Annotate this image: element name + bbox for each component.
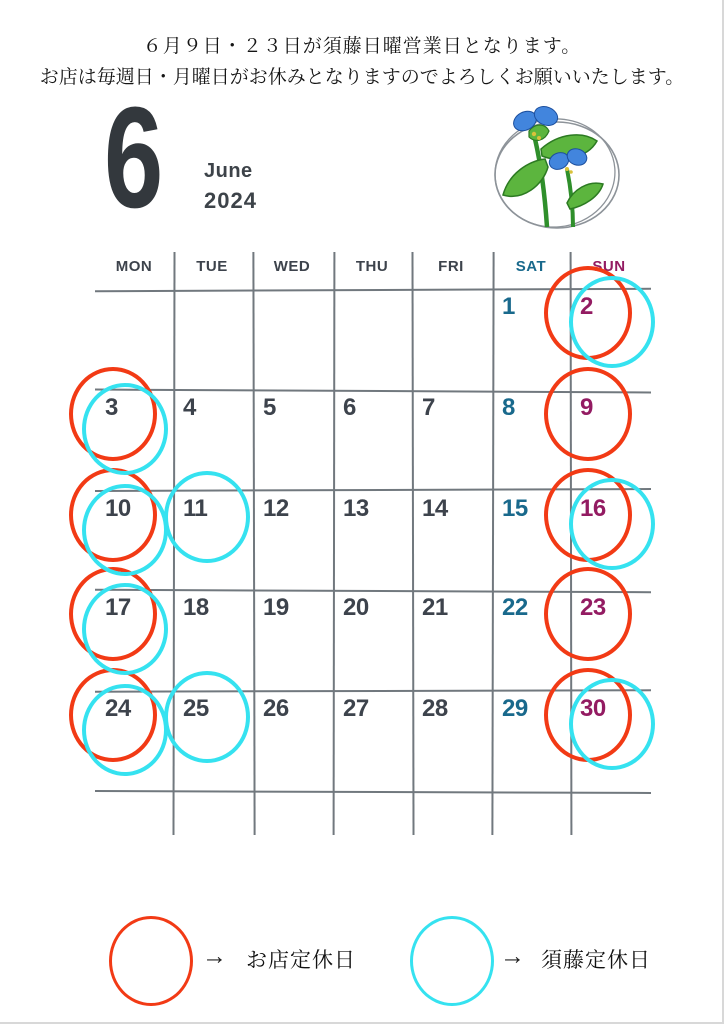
calendar-day-12: 12	[263, 495, 289, 522]
calendar-day-9: 9	[580, 394, 593, 421]
calendar-day-6: 6	[343, 394, 356, 421]
calendar-day-25: 25	[183, 695, 209, 722]
calendar-day-26: 26	[263, 695, 289, 722]
calendar-day-27: 27	[343, 695, 369, 722]
calendar-day-1: 1	[502, 293, 515, 320]
calendar-day-29: 29	[502, 695, 528, 722]
grid-horizontal-line	[95, 790, 651, 794]
calendar-day-17: 17	[105, 594, 131, 621]
month-number: 6	[104, 77, 164, 238]
weekday-header-fri: FRI	[438, 258, 464, 275]
sudo-holiday-circle-10	[82, 484, 168, 576]
sudo-holiday-circle-25	[164, 671, 250, 763]
legend-arrow-shop: →	[202, 943, 227, 970]
shop-holiday-legend-circle	[109, 916, 193, 1006]
weekday-header-wed: WED	[273, 258, 311, 275]
grid-vertical-line	[252, 252, 255, 835]
calendar-day-2: 2	[580, 293, 593, 320]
calendar-day-7: 7	[422, 394, 435, 421]
grid-vertical-line	[333, 252, 336, 835]
calendar-day-11: 11	[183, 495, 208, 522]
shop-holiday-circle-9	[544, 367, 632, 461]
month-year: 2024	[204, 188, 257, 213]
sudo-holiday-circle-24	[82, 684, 168, 776]
calendar-day-20: 20	[343, 594, 369, 621]
sudo-holiday-circle-2	[569, 276, 655, 368]
calendar-day-18: 18	[183, 594, 209, 621]
grid-vertical-line	[491, 252, 494, 835]
sudo-holiday-circle-3	[82, 383, 168, 475]
calendar-day-10: 10	[105, 495, 131, 522]
calendar-day-19: 19	[263, 594, 289, 621]
weekday-header-tue: TUE	[196, 258, 228, 275]
sudo-holiday-legend-circle	[410, 916, 494, 1006]
calendar-day-4: 4	[183, 394, 196, 421]
calendar-day-21: 21	[422, 594, 448, 621]
calendar-day-14: 14	[422, 495, 448, 522]
calendar-day-30: 30	[580, 695, 606, 722]
calendar-day-8: 8	[502, 394, 515, 421]
calendar-day-22: 22	[502, 594, 528, 621]
calendar-grid	[85, 250, 670, 845]
dayflower-logo-icon	[487, 105, 623, 233]
shop-holiday-circle-23	[544, 567, 632, 661]
grid-vertical-line	[411, 252, 414, 835]
weekday-header-sat: SAT	[515, 258, 547, 275]
sudo-holiday-circle-17	[82, 583, 168, 675]
calendar-day-24: 24	[105, 695, 131, 722]
weekday-header-mon: MON	[115, 258, 153, 275]
sudo-holiday-circle-16	[569, 478, 655, 570]
calendar-day-15: 15	[502, 495, 528, 522]
calendar-day-3: 3	[105, 394, 118, 421]
calendar-day-16: 16	[580, 495, 606, 522]
weekday-header-sun: SUN	[592, 258, 626, 275]
sudo-holiday-legend-label: 須藤定休日	[541, 948, 651, 972]
legend-arrow-sudo: →	[500, 943, 525, 970]
calendar-day-28: 28	[422, 695, 448, 722]
notice-line-1: ６月９日・２３日が須藤日曜営業日となります。	[142, 36, 582, 57]
calendar-day-23: 23	[580, 594, 606, 621]
notice-line-2: お店は毎週日・月曜日がお休みとなりますのでよろしくお願いいたします。	[39, 67, 685, 88]
calendar-day-5: 5	[263, 394, 276, 421]
shop-holiday-legend-label: お店定休日	[246, 948, 356, 972]
sudo-holiday-circle-11	[164, 471, 250, 563]
sudo-holiday-circle-30	[569, 678, 655, 770]
weekday-header-thu: THU	[355, 258, 389, 275]
month-name: June	[204, 160, 253, 182]
calendar-day-13: 13	[343, 495, 369, 522]
